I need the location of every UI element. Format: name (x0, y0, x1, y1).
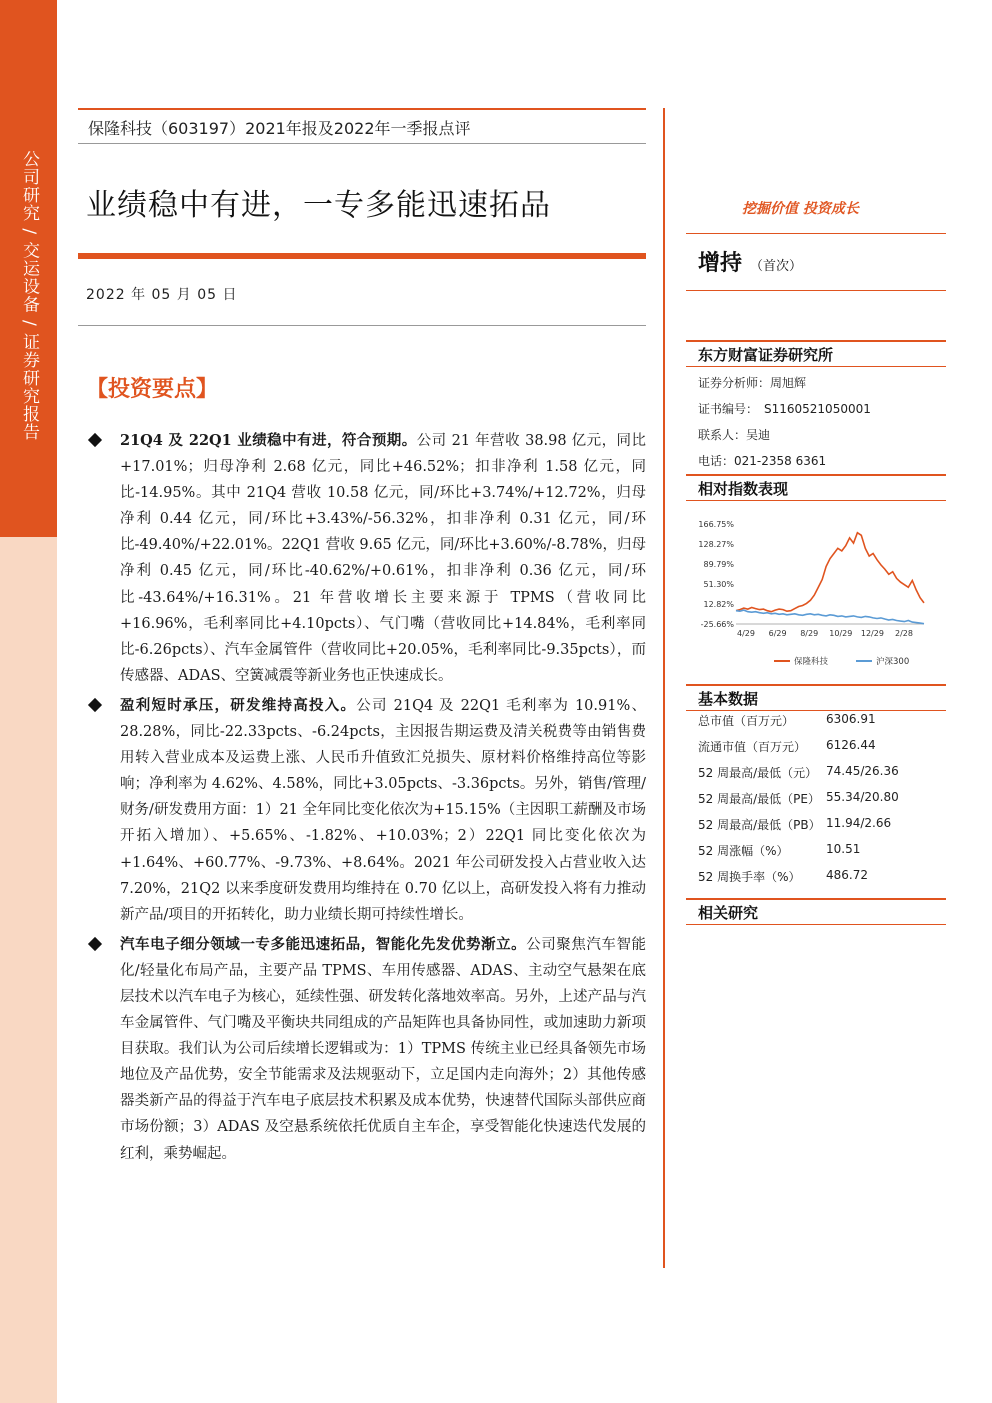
y-tick-label: 128.27% (698, 540, 734, 549)
highlight-item (86, 428, 646, 689)
highlight-item (86, 932, 646, 1167)
highlight-body: 公司 21Q4 及 22Q1 毛利率为 10.91%、28.28%，同比-22.33pcts、-6.24pcts，主因报告期运费及清关税费等由销售费用转入营业成本及运费上涨、人民币升值致汇兑损失、原材料价格维持高位等影响；净利率为 4.62%、4.58%，同比+3.05pcts、-3.36pcts。另外，销售/管理/财务/研发费用方面：1）21 全年同比变化依次为+15.15%（主因职工薪酬及市场开拓入增加）、+5.65%、-1.82%、+10.03%；2）22Q1 同比变化依次为+1.64%、+60.77%、-9.73%、+8.64%。2021 年公司研发投入占营业收入达 7.20%，21Q2 以来季度研发费用均维持在 0.70 亿以上，高研发投入将有力推动新产品/项目的开拓转化，助力业绩长期可持续性增长。 (120, 697, 646, 923)
cert-number: 证书编号： S1160521050001 (698, 402, 871, 416)
report-tag: 保隆科技（603197）2021年报及2022年一季报点评 (88, 119, 471, 138)
table-row (698, 842, 938, 868)
report-title: 业绩稳中有进，一专多能迅速拓品 (86, 188, 551, 223)
series-line-primary (736, 533, 924, 612)
row-label: 流通市值（百万元） (698, 740, 807, 754)
y-tick-label: 51.30% (703, 580, 734, 589)
table-row (698, 790, 938, 816)
legend-label: 沪深300 (876, 657, 910, 667)
diamond-bullet-icon (88, 433, 102, 447)
highlight-item (86, 693, 646, 928)
chart-title: 相对指数表现 (698, 480, 789, 498)
contact-name: 联系人：吴迪 (698, 428, 771, 442)
phone-number: 电话：021-2358 6361 (698, 454, 827, 468)
slogan: 挖掘价值 投资成长 (742, 201, 859, 217)
x-tick-label: 12/29 (860, 629, 884, 638)
institution-rule-thin (686, 366, 946, 367)
row-value: 11.94/2.66 (826, 816, 892, 830)
rating-rule-top (686, 233, 946, 234)
chart-svg (686, 506, 946, 686)
row-label: 52 周最高/最低（元） (698, 766, 818, 780)
analyst-name: 证券分析师：周旭辉 (698, 376, 807, 390)
title-rule (78, 253, 646, 259)
row-label: 52 周最高/最低（PB） (698, 818, 821, 832)
y-tick-label: 12.82% (703, 600, 734, 609)
institution-rule (686, 340, 946, 342)
x-tick-label: 6/29 (768, 629, 787, 638)
table-row (698, 816, 938, 842)
header-rule-thin (78, 143, 646, 144)
row-label: 总市值（百万元） (698, 714, 795, 728)
header-rule (78, 108, 646, 110)
diamond-bullet-icon (88, 937, 102, 951)
row-value: 10.51 (826, 842, 861, 856)
row-label: 52 周换手率（%） (698, 870, 801, 884)
highlight-head: 21Q4 及 22Q1 业绩稳中有进，符合预期。 (120, 432, 417, 449)
row-value: 486.72 (826, 868, 868, 882)
highlight-body: 公司聚焦汽车智能化/轻量化布局产品，主要产品 TPMS、车用传感器、ADAS、主动空气悬架在底层技术以汽车电子为核心，延续性强、研发转化落地效率高。另外，上述产品与汽车金属管件、气门嘴及平衡块共同组成的产品矩阵也具备协同性，或加速助力新项目获取。我们认为公司后续增长逻辑或为：1）TPMS 传统主业已经具备领先市场地位及产品优势，安全节能需求及法规驱动下，立足国内走向海外；2）其他传感器类新产品的得益于汽车电子底层技术积累及成本优势，快速替代国际头部供应商市场份额；3）ADAS 及空悬系统依托优质自主车企，享受智能化快速迭代发展的红利，乘势崛起。 (120, 936, 647, 1162)
series-line-benchmark (736, 610, 924, 624)
legend-label: 保隆科技 (794, 657, 829, 667)
table-row (698, 738, 938, 764)
rating (698, 246, 802, 277)
x-tick-label: 10/29 (829, 629, 853, 638)
row-label: 52 周最高/最低（PE） (698, 792, 820, 806)
x-tick-label: 8/29 (800, 629, 819, 638)
chart-rule (686, 474, 946, 476)
table-row (698, 868, 938, 894)
report-category: 公司研究 / 交运设备 / 证券研究报告 (19, 150, 39, 442)
x-tick-label: 2/28 (895, 629, 913, 638)
column-divider (663, 108, 665, 1268)
table-row (698, 712, 938, 738)
rating-value: 增持 (698, 251, 743, 276)
highlight-head: 盈利短时承压，研发维持高投入。 (120, 696, 357, 714)
relative-index-chart (686, 506, 946, 686)
basic-data-title: 基本数据 (698, 690, 759, 708)
row-value: 6126.44 (826, 738, 876, 752)
x-tick-label: 4/29 (737, 629, 755, 638)
row-value: 55.34/20.80 (826, 790, 899, 804)
chart-rule-thin (686, 500, 946, 501)
table-row (698, 764, 938, 790)
sidebar (0, 0, 57, 1403)
rating-note: （首次） (750, 259, 803, 274)
highlight-head: 汽车电子细分领域一专多能迅速拓品，智能化先发优势渐立。 (120, 935, 527, 953)
basic-data-table (698, 712, 938, 894)
basic-rule-thin (686, 710, 946, 711)
y-tick-label: 89.79% (703, 560, 734, 569)
row-value: 74.45/26.36 (826, 764, 899, 778)
related-rule (686, 898, 946, 900)
y-tick-label: -25.66% (700, 620, 734, 629)
row-value: 6306.91 (826, 712, 876, 726)
related-research-title: 相关研究 (698, 904, 759, 922)
y-tick-label: 166.75% (698, 520, 734, 529)
related-rule-thin (686, 924, 946, 925)
highlight-body: 公司 21 年营收 38.98 亿元，同比+17.01%；归母净利 2.68 亿元，同比+46.52%；扣非净利 1.58 亿元，同比-14.95%。其中 21Q4 营收 10.58 亿元，同/环比+3.74%/+12.72%，归母净利 0.44 亿元，同/环比+3.43%/-56.32%，扣非净利 0.31 亿元，同/环比-49.40%/+22.01%。22Q1 营收 9.65 亿元，同/环比+3.60%/-8.78%，归母净利 0.45 亿元，同/环比-40.62%/+0.61%，扣非净利 0.36 亿元，同/环比-43.64%/+16.31%。21 年营收增长主要来源于 TPMS（营收同比+16.96%，毛利率同比+4.10pcts）、气门嘴（营收同比+14.84%，毛利率同比-6.26pcts）、汽车金属管件（营收同比+20.05%，毛利率同比-9.35pcts），而传感器、ADAS、空簧减震等新业务也正快速成长。 (120, 433, 646, 684)
date-rule (78, 325, 646, 326)
rating-rule-bottom (686, 290, 946, 291)
institution-name: 东方财富证券研究所 (698, 346, 834, 364)
section-heading: 【投资要点】 (86, 377, 219, 402)
diamond-bullet-icon (88, 698, 102, 712)
row-label: 52 周涨幅（%） (698, 844, 789, 858)
highlights-list (86, 428, 646, 1171)
report-date: 2022 年 05 月 05 日 (86, 287, 238, 303)
basic-rule (686, 684, 946, 686)
